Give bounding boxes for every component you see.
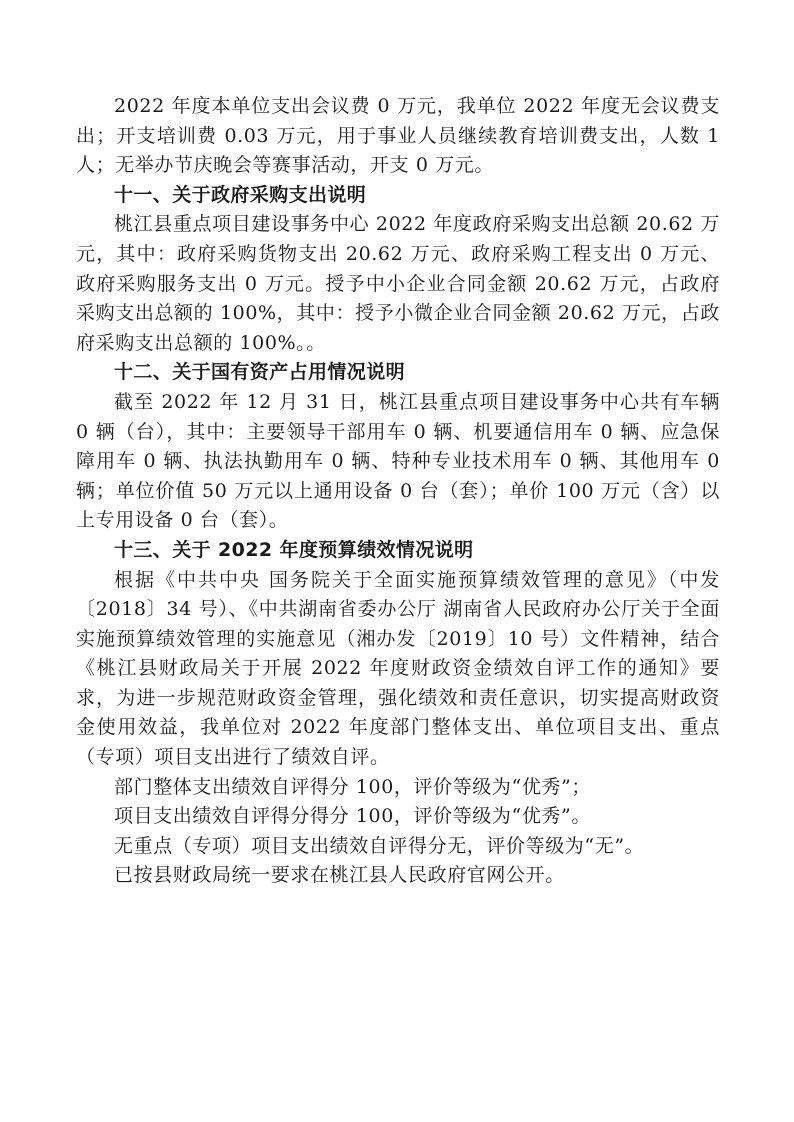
paragraph-government-procurement: 桃江县重点项目建设事务中心 2022 年度政府采购支出总额 20.62 万元，其中：政府采购货物支出 20.62 万元、政府采购工程支出 0 万元、政府采购服务支出 0 万元。授予中小企业合同金额 20.62 万元，占政府采购支出总额的 100%，其中：授予小微企业合同金额 20.62 万元，占政府采购支出总额的 100%。。 xyxy=(76,213,720,354)
section-heading-13: 十三、关于 2022 年度预算绩效情况说明 xyxy=(114,538,474,561)
paragraph-performance-basis: 根据《中共中央 国务院关于全面实施预算绩效管理的意见》（中发〔2018〕34 号）、《中共湖南省委办公厅 湖南省人民政府办公厅关于全面实施预算绩效管理的实施意见（湘办发〔2019〕10 号）文件精神，结合《桃江县财政局关于开展 2022 年度财政资金绩效自评工作的通知》要求，为进一步规范财政资金管理，强化绩效和责任意识，切实提高财政资金使用效益，我单位对 2022 年度部门整体支出、单位项目支出、重点（专项）项目支出进行了绩效自评。 xyxy=(76,568,720,769)
section-heading-12: 十二、关于国有资产占用情况说明 xyxy=(114,361,406,384)
paragraph-project-score: 项目支出绩效自评得分得分 100，评价等级为“优秀”。 xyxy=(114,805,591,828)
paragraph-disclosure: 已按县财政局统一要求在桃江县人民政府官网公开。 xyxy=(114,864,565,887)
paragraph-key-project-score: 无重点（专项）项目支出绩效自评得分无，评价等级为“无”。 xyxy=(114,834,645,857)
document-page xyxy=(76,92,720,891)
paragraph-state-assets: 截至 2022 年 12 月 31 日，桃江县重点项目建设事务中心共有车辆 0 辆（台），其中：主要领导干部用车 0 辆、机要通信用车 0 辆、应急保障用车 0 辆、执法执勤用车 0 辆、特种专业技术用车 0 辆、其他用车 0 辆；单位价值 50 万元以上通用设备 0 台（套）；单价 100 万元（含）以上专用设备 0 台（套）。 xyxy=(76,390,720,532)
paragraph-department-score: 部门整体支出绩效自评得分 100，评价等级为“优秀”； xyxy=(114,775,591,798)
section-heading-11: 十一、关于政府采购支出说明 xyxy=(114,183,367,206)
paragraph-meeting-training-expenses: 2022 年度本单位支出会议费 0 万元，我单位 2022 年度无会议费支出；开支培训费 0.03 万元，用于事业人员继续教育培训费支出，人数 1 人；无举办节庆晚会等赛事活动，开支 0 万元。 xyxy=(76,95,720,177)
